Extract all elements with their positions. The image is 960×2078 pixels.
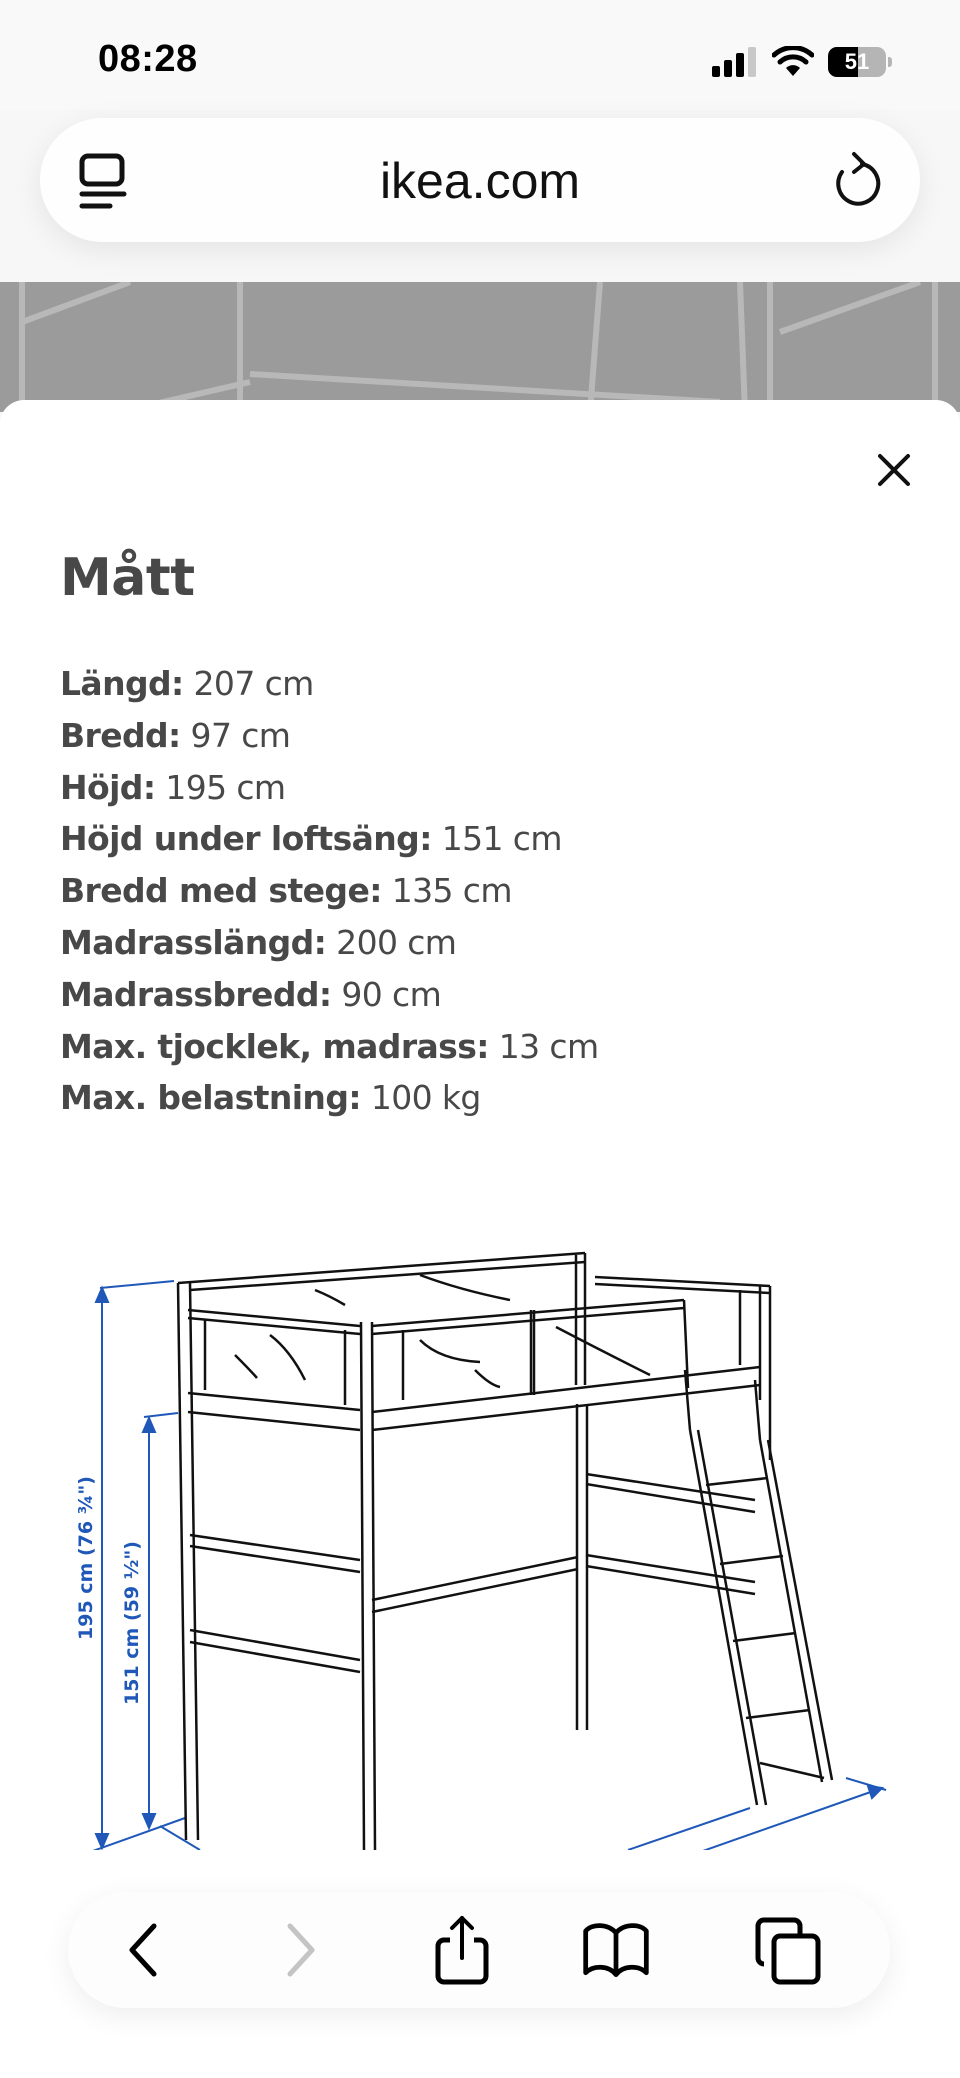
dimension-item bbox=[60, 865, 599, 917]
battery-percent: 51 bbox=[844, 49, 870, 74]
battery-tip bbox=[888, 57, 892, 67]
dimension-label: Bredd: bbox=[60, 715, 181, 755]
dimension-label: Höjd: bbox=[60, 767, 156, 807]
bookmarks-button[interactable] bbox=[580, 1914, 652, 1986]
dimension-diagram bbox=[0, 1230, 960, 1850]
share-icon bbox=[432, 1914, 492, 1986]
sheet-title: Mått bbox=[60, 548, 195, 608]
dimension-label: Längd: bbox=[60, 664, 184, 703]
height-dimension-label: 195 cm (76 ¾") bbox=[75, 1476, 97, 1640]
wifi-icon bbox=[772, 46, 814, 78]
product-image-dimmed bbox=[0, 282, 960, 412]
cellular-signal-icon bbox=[712, 47, 758, 77]
dimension-label: Bredd med stege: bbox=[60, 871, 382, 911]
bookmarks-book-icon bbox=[580, 1918, 652, 1982]
dimension-item bbox=[60, 658, 599, 710]
back-button[interactable] bbox=[108, 1914, 180, 1986]
status-icons bbox=[712, 46, 892, 78]
dimension-label: Max. tjocklek, madrass: bbox=[60, 1026, 489, 1066]
dimension-value: 97 cm bbox=[190, 715, 291, 755]
dimension-value: 195 cm bbox=[165, 767, 286, 807]
share-button[interactable] bbox=[426, 1914, 498, 1986]
dimension-value: 13 cm bbox=[498, 1026, 599, 1066]
status-time: 08:28 bbox=[98, 38, 198, 80]
forward-button[interactable] bbox=[264, 1914, 336, 1986]
dimension-item bbox=[60, 762, 599, 814]
dimension-value: 207 cm bbox=[193, 664, 314, 703]
dimension-item bbox=[60, 1072, 599, 1124]
dimension-item bbox=[60, 1021, 599, 1073]
dimension-item bbox=[60, 917, 599, 969]
dimension-value: 100 kg bbox=[370, 1078, 481, 1118]
battery-icon bbox=[828, 47, 886, 77]
dimension-label: Madrasslängd: bbox=[60, 922, 327, 962]
dimension-value: 135 cm bbox=[391, 871, 512, 911]
dimension-label: Höjd under loftsäng: bbox=[60, 819, 432, 859]
dimension-label: Max. belastning: bbox=[60, 1078, 361, 1118]
dimension-value: 90 cm bbox=[341, 974, 442, 1014]
forward-chevron-icon bbox=[280, 1920, 320, 1980]
dimension-label: Madrassbredd: bbox=[60, 974, 332, 1014]
url-text[interactable]: ikea.com bbox=[379, 153, 581, 209]
dimension-value: 200 cm bbox=[336, 922, 457, 962]
product-image-lines bbox=[0, 282, 960, 412]
status-bar bbox=[0, 0, 960, 110]
dimension-item bbox=[60, 813, 599, 865]
address-bar[interactable] bbox=[40, 118, 920, 242]
tabs-icon bbox=[752, 1914, 824, 1986]
tabs-button[interactable] bbox=[752, 1914, 824, 1986]
browser-toolbar bbox=[68, 1892, 890, 2008]
reload-icon[interactable] bbox=[828, 148, 884, 210]
back-chevron-icon bbox=[124, 1920, 164, 1980]
dimension-item bbox=[60, 969, 599, 1021]
dimensions-list bbox=[60, 658, 599, 1124]
dimension-item bbox=[60, 710, 599, 762]
under-height-dimension-label: 151 cm (59 ½") bbox=[121, 1541, 143, 1705]
close-icon[interactable] bbox=[874, 450, 914, 490]
dimension-value: 151 cm bbox=[441, 819, 562, 859]
